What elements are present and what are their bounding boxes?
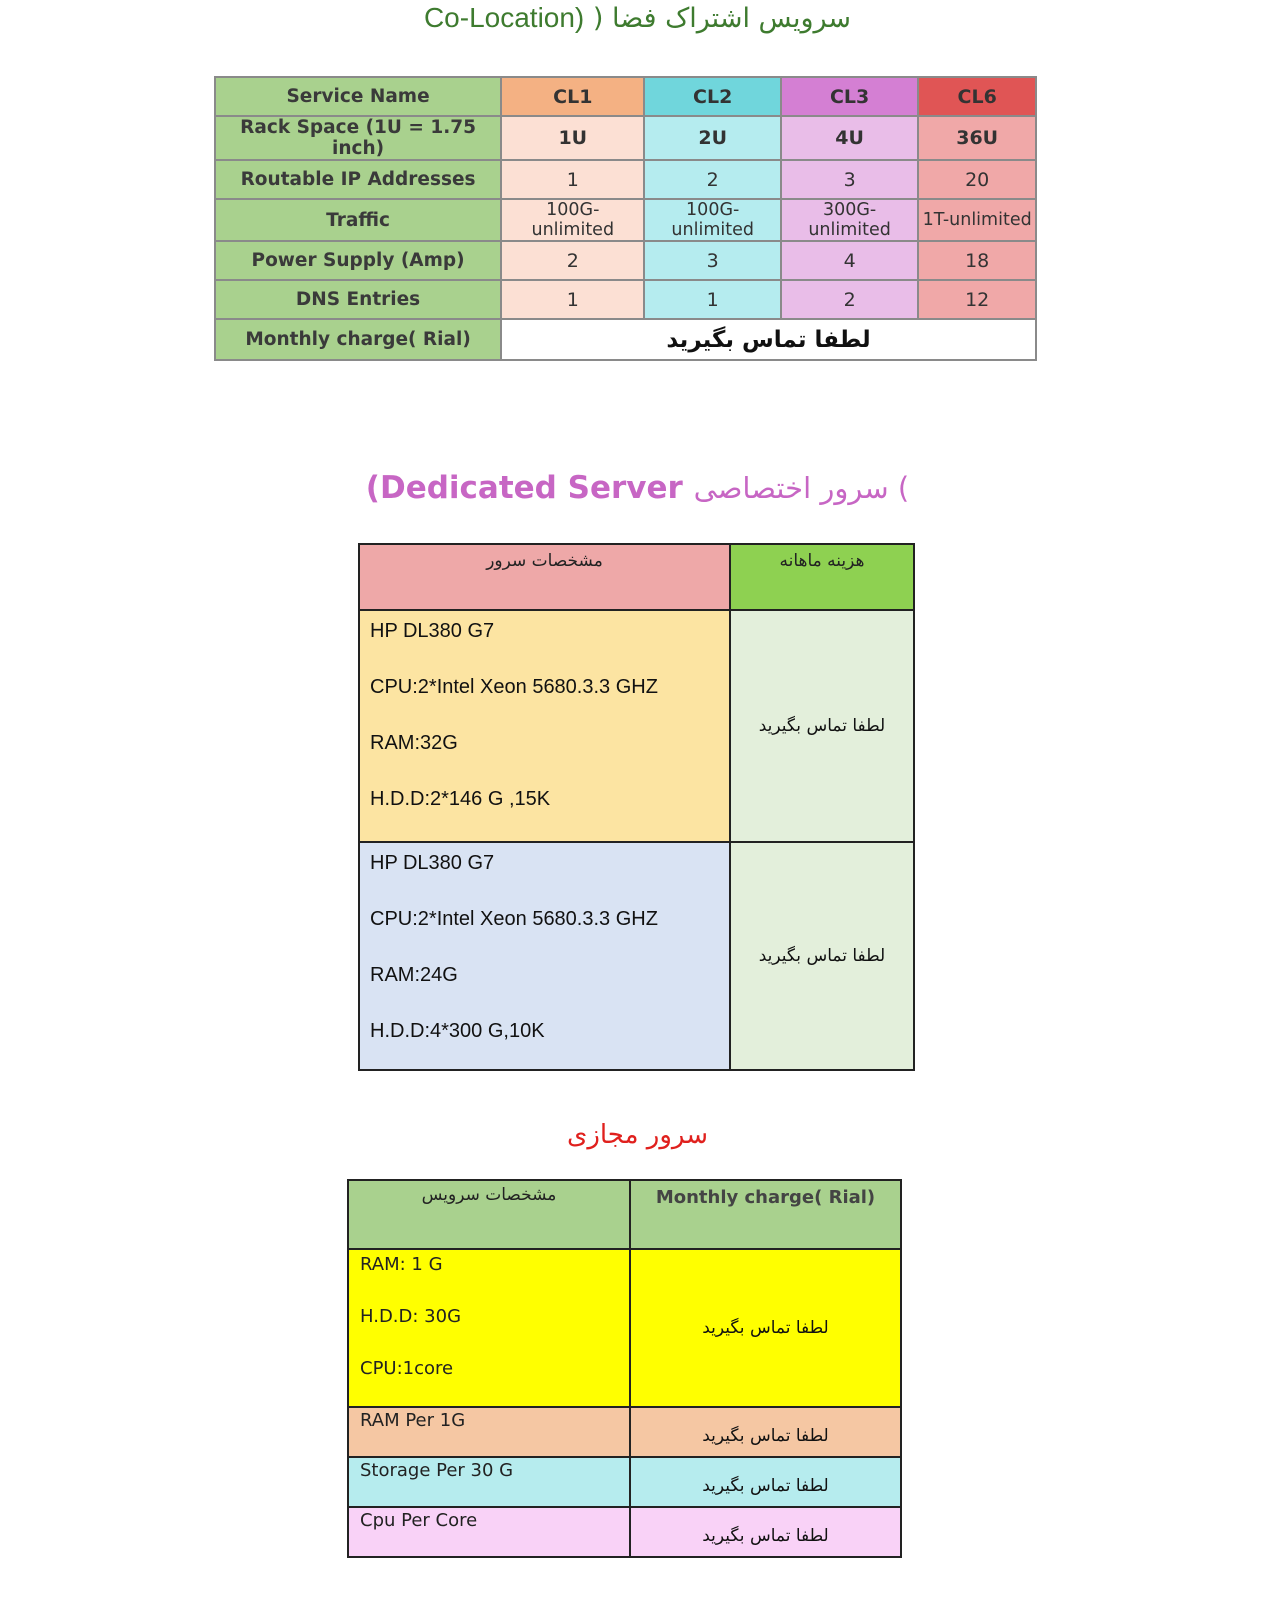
cell-value: 4U: [781, 116, 918, 160]
spec-line: H.D.D: 30G: [360, 1306, 462, 1327]
virtual-header-row: [348, 1180, 901, 1249]
spec-line: RAM: 1 G: [360, 1254, 443, 1275]
addon-label: Cpu Per Core: [348, 1507, 630, 1557]
table-row: [348, 1457, 901, 1507]
base-specs: [348, 1249, 630, 1407]
addon-price: لطفا تماس بگیرید: [630, 1457, 901, 1507]
dedicated-title-en: (Dedicated Server: [365, 470, 683, 506]
colocation-title-en: Co-Location): [423, 2, 585, 33]
virtual-table: [347, 1179, 902, 1558]
spec-line: CPU:1core: [360, 1358, 454, 1379]
cell-value: 2: [781, 280, 918, 319]
plan-header-cl1: CL1: [501, 77, 644, 116]
spec-line: H.D.D:4*300 G,10K: [370, 1020, 545, 1042]
colocation-title-fa: سرویس اشتراک فضا (: [592, 3, 852, 34]
spec-line: H.D.D:2*146 G ,15K: [370, 788, 551, 810]
dedicated-table: [358, 543, 915, 1071]
table-row: [359, 842, 914, 1070]
cell-value: 2U: [644, 116, 780, 160]
addon-price: لطفا تماس بگیرید: [630, 1407, 901, 1457]
cell-value: 100G-unlimited: [644, 199, 780, 241]
service-specs-header: مشخصات سرویس: [348, 1180, 630, 1249]
table-row: [215, 280, 1036, 319]
monthly-charge-header: Monthly charge( Rial): [630, 1180, 901, 1249]
row-label: Traffic: [215, 199, 501, 241]
table-row: [215, 160, 1036, 199]
colocation-table: [214, 76, 1037, 361]
spec-line: RAM:32G: [370, 732, 458, 754]
addon-label: Storage Per 30 G: [348, 1457, 630, 1507]
cell-value: 1: [644, 280, 780, 319]
cell-value: 2: [501, 241, 644, 280]
cell-value: 3: [781, 160, 918, 199]
monthly-charge-contact: لطفا تماس بگیرید: [501, 319, 1036, 360]
row-label: Power Supply (Amp): [215, 241, 501, 280]
cell-value: 3: [644, 241, 780, 280]
cell-value: 2: [644, 160, 780, 199]
cell-value: 4: [781, 241, 918, 280]
server-specs: [359, 842, 730, 1070]
cell-value: 1: [501, 160, 644, 199]
table-row: [348, 1407, 901, 1457]
cell-value: 18: [918, 241, 1036, 280]
cell-value: 36U: [918, 116, 1036, 160]
server-price: لطفا تماس بگیرید: [730, 610, 914, 842]
base-price: لطفا تماس بگیرید: [630, 1249, 901, 1407]
row-label: Rack Space (1U = 1.75 inch): [215, 116, 501, 160]
spec-line: CPU:2*Intel Xeon 5680.3.3 GHZ: [370, 676, 658, 698]
cost-header: هزینه ماهانه: [730, 544, 914, 610]
cell-value: 1: [501, 280, 644, 319]
specs-header: مشخصات سرور: [359, 544, 730, 610]
table-row: [348, 1507, 901, 1557]
spec-line: HP DL380 G7: [370, 852, 495, 874]
cell-value: 1T-unlimited: [918, 199, 1036, 241]
table-row: [348, 1249, 901, 1407]
server-price: لطفا تماس بگیرید: [730, 842, 914, 1070]
plan-header-cl6: CL6: [918, 77, 1036, 116]
cell-value: 20: [918, 160, 1036, 199]
colocation-title: [0, 2, 1275, 34]
plan-header-cl3: CL3: [781, 77, 918, 116]
spec-line: HP DL380 G7: [370, 620, 495, 642]
cell-value: 12: [918, 280, 1036, 319]
cell-value: 1U: [501, 116, 644, 160]
table-row: [215, 199, 1036, 241]
plan-header-cl2: CL2: [644, 77, 780, 116]
addon-price: لطفا تماس بگیرید: [630, 1507, 901, 1557]
table-row: [215, 116, 1036, 160]
spec-line: RAM:24G: [370, 964, 458, 986]
monthly-charge-row: [215, 319, 1036, 360]
row-label: Monthly charge( Rial): [215, 319, 501, 360]
table-row: [215, 241, 1036, 280]
service-name-header: Service Name: [215, 77, 501, 116]
row-label: Routable IP Addresses: [215, 160, 501, 199]
cell-value: 300G-unlimited: [781, 199, 918, 241]
dedicated-title: [0, 470, 1275, 506]
server-specs: [359, 610, 730, 842]
dedicated-title-fa: ) سرور اختصاصی: [693, 471, 910, 505]
cell-value: 100G- unlimited: [501, 199, 644, 241]
virtual-title: سرور مجازی: [566, 1120, 709, 1150]
addon-label: RAM Per 1G: [348, 1407, 630, 1457]
colocation-header-row: [215, 77, 1036, 116]
dedicated-header-row: [359, 544, 914, 610]
table-row: [359, 610, 914, 842]
row-label: DNS Entries: [215, 280, 501, 319]
spec-line: CPU:2*Intel Xeon 5680.3.3 GHZ: [370, 908, 658, 930]
